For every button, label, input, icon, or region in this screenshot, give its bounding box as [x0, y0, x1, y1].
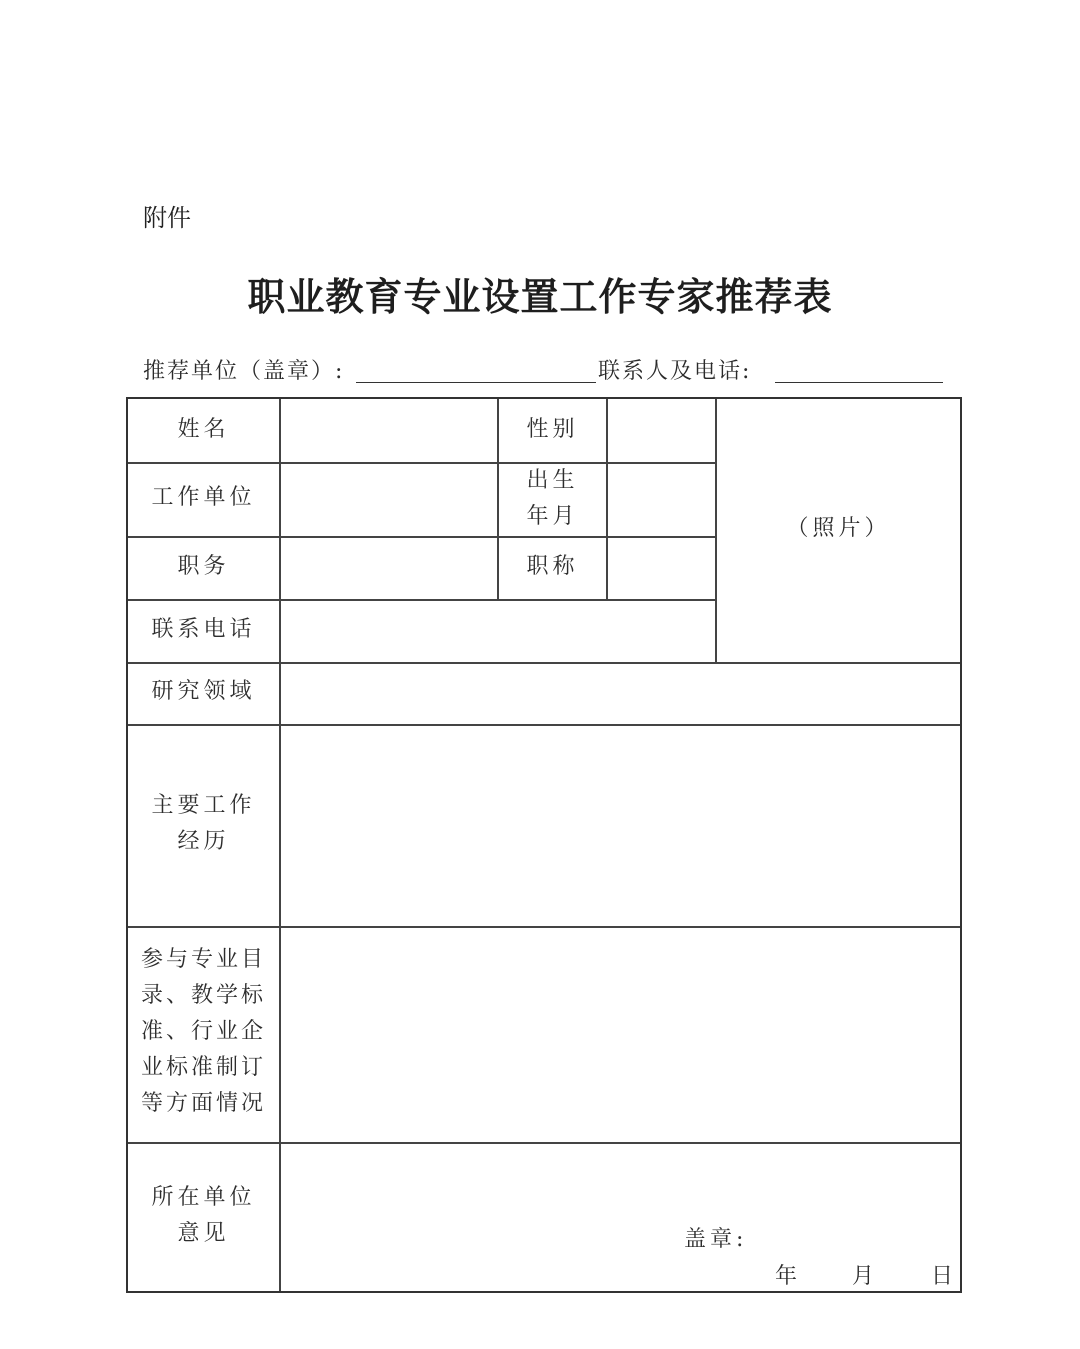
unit-opinion-label: 所在单位 意见 [151, 1185, 256, 1246]
participation-label: 参与专业目 录、教学标 准、行业企 业标准制订 等方面情况 [140, 947, 266, 1116]
day-label: 日 [931, 1264, 958, 1289]
seal-label: 盖章: [684, 1227, 748, 1252]
attachment-label: 附件 [143, 204, 191, 232]
row-divider [128, 1142, 960, 1144]
row-divider [128, 662, 960, 664]
phone-label: 联系电话 [151, 617, 256, 642]
row-divider [128, 536, 717, 538]
page-title: 职业教育专业设置工作专家推荐表 [247, 274, 833, 319]
professional-title-field[interactable] [608, 539, 714, 598]
contact-phone-label: 联系人及电话: [598, 359, 752, 384]
work-experience-input[interactable] [281, 727, 960, 925]
research-field-input[interactable] [281, 665, 960, 723]
work-unit-label: 工作单位 [151, 485, 256, 510]
phone-field[interactable] [281, 602, 714, 661]
participation-input[interactable] [281, 929, 960, 1141]
position-label: 职务 [177, 554, 230, 579]
row-divider [128, 599, 717, 601]
name-label: 姓名 [177, 417, 230, 442]
row-divider [128, 926, 960, 928]
year-label: 年 [775, 1264, 802, 1289]
month-label: 月 [852, 1264, 879, 1289]
row-divider [128, 724, 960, 726]
work-unit-field[interactable] [281, 465, 495, 535]
birth-date-label: 出生 年月 [526, 468, 579, 529]
research-field-label: 研究领域 [151, 679, 256, 704]
gender-field[interactable] [608, 401, 714, 461]
professional-title-label: 职称 [526, 554, 579, 579]
contact-phone-blank[interactable] [775, 382, 943, 383]
work-experience-label: 主要工作 经历 [151, 793, 256, 854]
position-field[interactable] [281, 539, 495, 598]
name-field[interactable] [281, 401, 495, 461]
recommending-unit-blank[interactable] [356, 382, 596, 383]
photo-placeholder[interactable]: （照片） [786, 516, 891, 541]
birth-date-field[interactable] [608, 465, 714, 535]
row-divider [128, 462, 717, 464]
recommending-unit-label: 推荐单位（盖章）: [143, 359, 345, 384]
gender-label: 性别 [526, 417, 579, 442]
recommendation-form-table [126, 397, 962, 1293]
